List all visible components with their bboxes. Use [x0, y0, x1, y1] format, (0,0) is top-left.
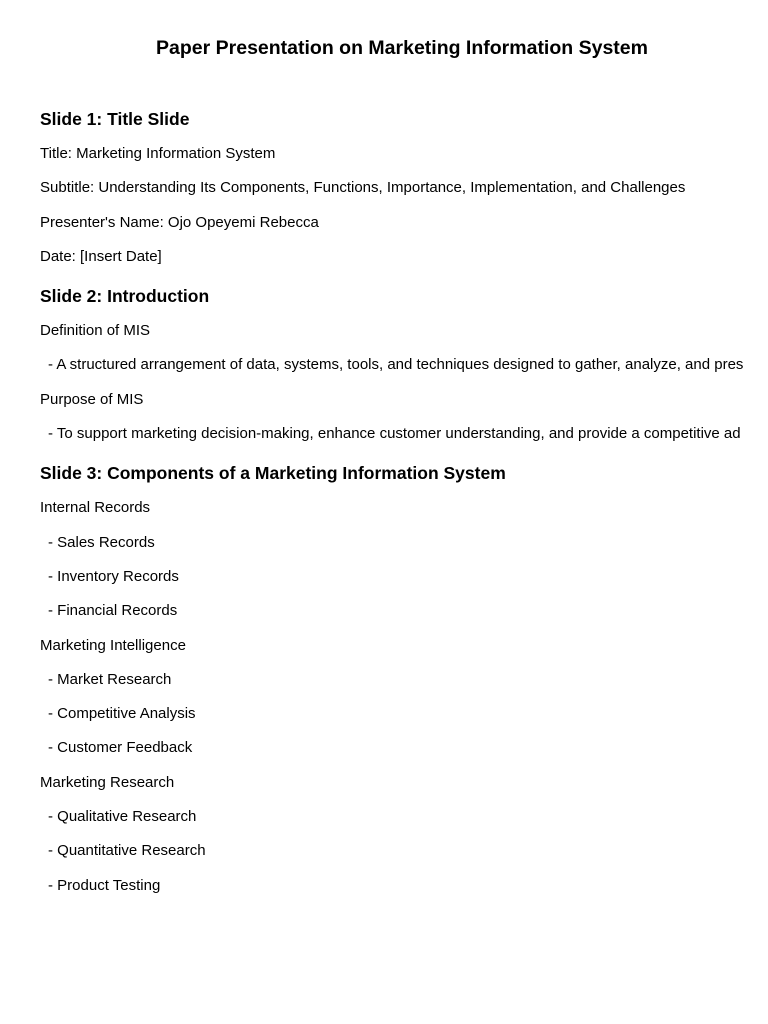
slide-1-date-line: Date: [Insert Date] [40, 247, 162, 265]
marketing-research-label: Marketing Research [40, 773, 175, 791]
slide-1-subtitle-line: Subtitle: Understanding Its Components, Functions, Importance, Implementation, and Challenges [40, 179, 686, 197]
mis-purpose-text: - To support marketing decision-making, enhance customer understanding, and provide a competitive ad [48, 425, 741, 443]
list-item: - Sales Records [48, 533, 155, 551]
slide-1-section [40, 107, 768, 279]
list-item: - Product Testing [48, 876, 161, 894]
list-item: - Qualitative Research [48, 808, 197, 826]
slide-3-section [40, 461, 768, 908]
slide-3-heading: Slide 3: Components of a Marketing Information System [40, 463, 506, 484]
slide-2-heading: Slide 2: Introduction [40, 286, 210, 307]
slide-1-heading: Slide 1: Title Slide [40, 109, 190, 129]
mis-definition-text: - A structured arrangement of data, systems, tools, and techniques designed to gather, analyze, and pres [48, 356, 744, 374]
list-item: - Quantitative Research [48, 842, 206, 860]
document-title: Paper Presentation on Marketing Information System [156, 37, 648, 59]
list-item: - Market Research [48, 670, 172, 688]
list-item: - Financial Records [48, 602, 178, 620]
slide-1-title-line: Title: Marketing Information System [40, 145, 276, 162]
mis-definition-label: Definition of MIS [40, 322, 151, 340]
slide-1-presenter-line: Presenter's Name: Ojo Opeyemi Rebecca [40, 213, 319, 231]
marketing-intelligence-label: Marketing Intelligence [40, 636, 186, 654]
list-item: - Inventory Records [48, 567, 179, 585]
document-body [40, 107, 768, 908]
mis-purpose-label: Purpose of MIS [40, 390, 144, 408]
list-item: - Competitive Analysis [48, 705, 196, 723]
internal-records-label: Internal Records [40, 499, 151, 517]
list-item: - Customer Feedback [48, 739, 193, 757]
slide-2-section [40, 284, 768, 456]
